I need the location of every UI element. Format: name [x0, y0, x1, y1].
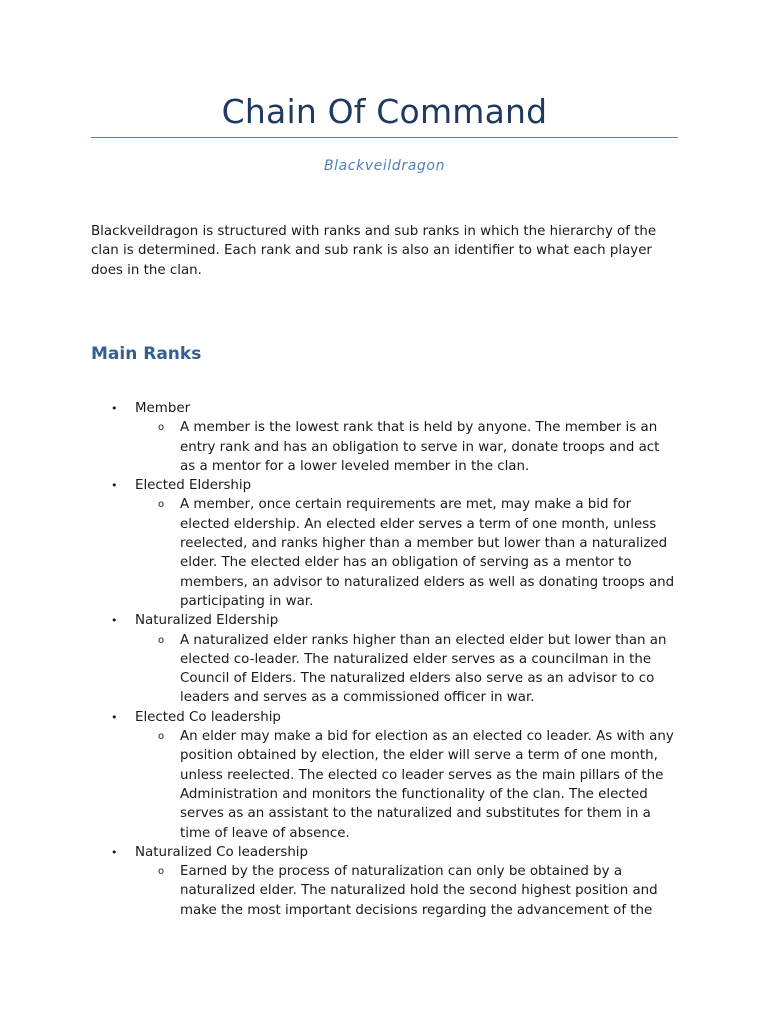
- bullet-icon: •: [111, 710, 118, 724]
- rank-description: A member, once certain requirements are met, may make a bid for elected eldership. An elected elder serves a term of one month, unless reelected, and ranks higher than a member but lower than a naturalized elder. The elected elder has an obligation of serving as a mentor to members, an advisor to naturalized elders as well as donating troops and participating in war.: [180, 497, 675, 609]
- sub-bullet-icon: o: [158, 634, 165, 646]
- rank-list: [91, 399, 678, 920]
- rank-description: An elder may make a bid for election as an elected co leader. As with any position obtained by election, the elder will serve a term of one month, unless reelected. The elected co leader serves as the main pillars of the Administration and monitors the functionality of the clan. The elected serves as an assistant to the naturalized and substitutes for them in a time of leave of absence.: [180, 729, 674, 841]
- rank-item-naturalized-co-leadership: [91, 843, 678, 920]
- rank-item-elected-co-leadership: [91, 708, 678, 843]
- document-subtitle: Blackveildragon: [323, 158, 446, 174]
- rank-description: A naturalized elder ranks higher than an elected elder but lower than an elected co-leader. The naturalized elder serves as a councilman in the Council of Elders. The naturalized elders also serve as an advisor to co leaders and serves as a commissioned officer in war.: [180, 632, 667, 706]
- document-title: Chain Of Command: [221, 92, 548, 131]
- rank-item-member: [91, 399, 678, 476]
- rank-label: Naturalized Co leadership: [135, 844, 309, 860]
- rank-label: Member: [135, 401, 191, 416]
- bullet-icon: •: [111, 479, 118, 493]
- bullet-icon: •: [111, 402, 118, 415]
- rank-item-elected-eldership: [91, 476, 678, 611]
- intro-paragraph: Blackveildragon is structured with ranks and sub ranks in which the hierarchy of the clan is determined. Each rank and sub rank is also an identifier to what each player does in the clan.: [91, 224, 657, 278]
- sub-bullet-icon: o: [158, 422, 165, 434]
- sub-bullet-icon: o: [158, 499, 165, 511]
- rank-description-item: [135, 727, 678, 843]
- rank-description: A member is the lowest rank that is held by anyone. The member is an entry rank and has an obligation to serve in war, donate troops and act as a mentor for a lower leveled member in the clan.: [180, 420, 660, 474]
- rank-label: Elected Eldership: [135, 478, 252, 494]
- rank-description-item: [135, 495, 678, 611]
- rank-item-naturalized-eldership: [91, 611, 678, 707]
- sub-bullet-icon: o: [158, 731, 165, 743]
- rank-label: Elected Co leadership: [135, 709, 281, 725]
- bullet-icon: •: [111, 614, 118, 628]
- rank-description: Earned by the process of naturalization can only be obtained by a naturalized elder. The naturalized hold the second highest position and make the most important decisions regarding the advancement of the: [180, 864, 658, 918]
- rank-description-item: [135, 862, 678, 920]
- rank-description-item: [135, 631, 678, 708]
- section-heading-main-ranks: Main Ranks: [91, 344, 202, 364]
- rank-description-item: [135, 418, 678, 476]
- sub-bullet-icon: o: [158, 866, 165, 878]
- title-divider: [91, 137, 678, 138]
- bullet-icon: •: [111, 845, 118, 859]
- rank-label: Naturalized Eldership: [135, 613, 279, 629]
